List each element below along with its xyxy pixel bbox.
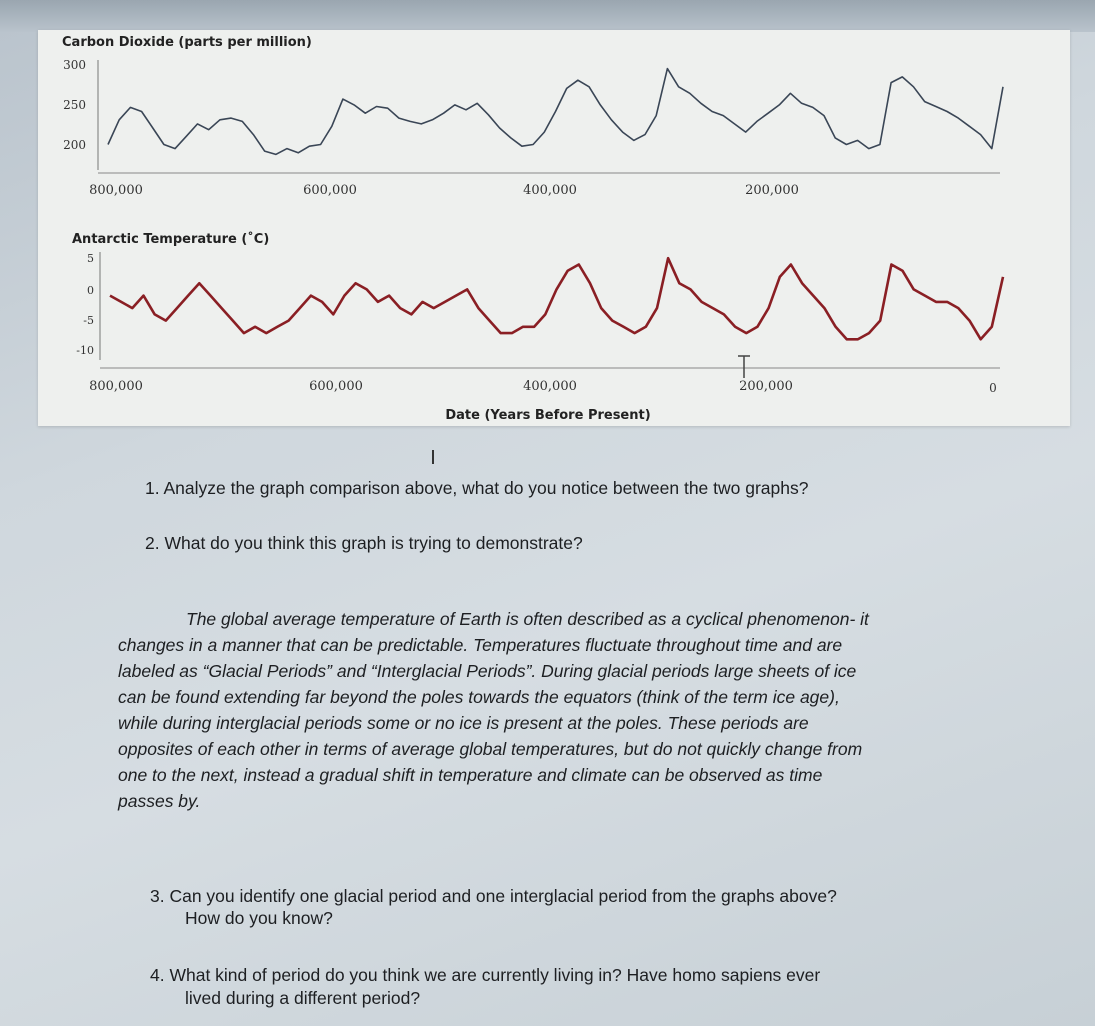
paragraph-line-3: labeled as “Glacial Periods” and “Interglacial Periods”. During glacial periods large sheets of ice [118,661,857,681]
paragraph-line-6: opposites of each other in terms of average global temperatures, but do not quickly change from [118,739,863,759]
page-top-edge [0,0,1095,32]
text-cursor-mark [432,450,434,464]
co2-y-tick-200: 200 [63,138,86,152]
chart-panel [38,30,1070,426]
paragraph-line-2: changes in a manner that can be predictable. Temperatures fluctuate throughout time and are [118,635,843,655]
co2-series-line [108,69,1003,155]
co2-x-tick-600000: 600,000 [303,183,357,198]
co2-x-tick-400000: 400,000 [523,183,577,198]
temp-chart-title: Antarctic Temperature (˚C) [72,232,270,247]
paragraph-line-1: The global average temperature of Earth is often described as a cyclical phenomenon- it [186,609,869,629]
paragraph-line-4: can be found extending far beyond the poles towards the equators (think of the term ice age), [118,687,840,707]
temp-x-tick-200000: 200,000 [739,379,793,394]
question-4-followup: lived during a different period? [185,988,421,1008]
temp-x-tick-400000: 400,000 [523,379,577,394]
question-3-followup: How do you know? [185,908,333,928]
x-axis-label: Date (Years Before Present) [445,408,651,423]
co2-x-tick-200000: 200,000 [745,183,799,198]
question-2: 2. What do you think this graph is trying to demonstrate? [145,533,583,553]
temp-series-line [110,258,1003,339]
climate-charts [38,30,1070,426]
temp-x-tick-800000: 800,000 [89,379,143,394]
temp-y-tick-5: 5 [87,252,94,265]
paragraph-line-5: while during interglacial periods some or no ice is present at the poles. These periods are [118,713,809,733]
temp-y-tick-0: 0 [87,284,94,297]
question-4: 4. What kind of period do you think we are currently living in? Have homo sapiens ever [150,965,821,985]
co2-x-tick-800000: 800,000 [89,183,143,198]
temp-x-tick-0: 0 [989,381,997,395]
temp-x-tick-600000: 600,000 [309,379,363,394]
co2-chart-title: Carbon Dioxide (parts per million) [62,35,312,50]
paragraph-line-7: one to the next, instead a gradual shift in temperature and climate can be observed as time [118,765,823,785]
co2-y-tick-300: 300 [63,58,86,72]
paragraph-line-8: passes by. [118,791,201,811]
temp-y-tick-minus10: -10 [76,344,94,357]
co2-y-tick-250: 250 [63,98,86,112]
temp-y-tick-minus5: -5 [83,314,94,327]
question-1: 1. Analyze the graph comparison above, what do you notice between the two graphs? [145,478,809,498]
question-3: 3. Can you identify one glacial period and one interglacial period from the graphs above? [150,886,837,906]
